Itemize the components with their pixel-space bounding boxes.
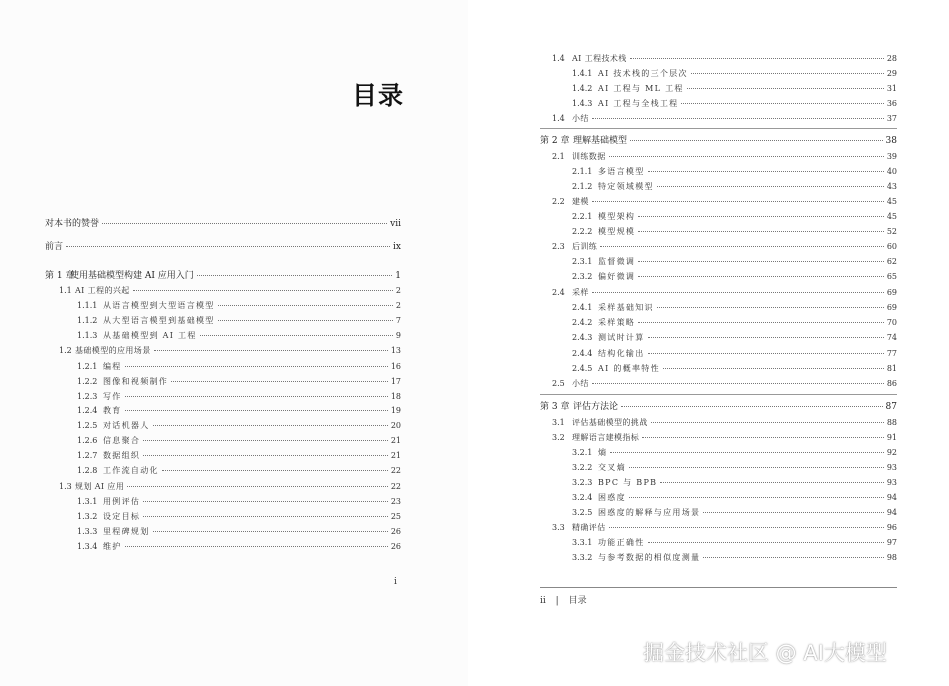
dot-leader xyxy=(648,353,884,354)
toc-entry xyxy=(572,181,897,192)
toc-entry-page: 70 xyxy=(886,318,897,327)
left-page xyxy=(0,0,468,686)
toc-entry-label: 精确评估 xyxy=(572,523,606,532)
toc-entry-label: 小结 xyxy=(572,114,589,123)
toc-entry xyxy=(572,507,897,518)
toc-entry-number: 3.2.3 xyxy=(572,478,593,487)
toc-entry-number: 2.3.1 xyxy=(572,257,593,266)
toc-entry-page: 26 xyxy=(390,542,401,551)
dot-leader xyxy=(660,482,884,483)
toc-entry-number: 2.2.2 xyxy=(572,227,593,236)
toc-entry xyxy=(77,405,401,416)
toc-entry xyxy=(77,511,401,522)
toc-entry xyxy=(572,552,897,563)
toc-entry-label: 规划 AI 应用 xyxy=(75,482,125,491)
dot-leader xyxy=(66,246,390,247)
toc-entry-page: 23 xyxy=(390,497,401,506)
toc-entry-label: 多语言模型 xyxy=(598,167,645,176)
toc-entry xyxy=(45,216,401,229)
toc-entry xyxy=(572,98,897,109)
toc-entry-page: 60 xyxy=(886,242,897,251)
dot-leader xyxy=(638,261,884,262)
dot-leader xyxy=(609,156,884,157)
toc-entry-page: 29 xyxy=(886,69,897,78)
toc-entry-label: 使用基础模型构建 AI 应用入门 xyxy=(70,271,194,281)
toc-entry-number: 1.4.1 xyxy=(572,69,593,78)
toc-entry xyxy=(572,363,897,374)
toc-entry xyxy=(552,522,897,533)
toc-entry-page: 21 xyxy=(390,436,401,445)
toc-entry-label: 与参考数据的相似度测量 xyxy=(598,553,701,562)
toc-entry-page: 97 xyxy=(886,538,897,547)
toc-entry xyxy=(572,211,897,222)
toc-entry-label: 后训练 xyxy=(572,242,598,251)
toc-entry-label: 采样策略 xyxy=(598,318,636,327)
toc-entry-label: 交叉熵 xyxy=(598,463,626,472)
dot-leader xyxy=(651,422,884,423)
toc-entry-number: 1.4.3 xyxy=(572,99,593,108)
toc-entry-label: 理解语言建模指标 xyxy=(572,433,640,442)
dot-leader xyxy=(125,410,388,411)
toc-entry-page: 39 xyxy=(886,152,897,161)
toc-entry-page: 18 xyxy=(390,392,401,401)
dot-leader xyxy=(133,290,393,291)
toc-entry-label: 工作流自动化 xyxy=(103,466,159,475)
toc-entry-label: 从大型语言模型到基础模型 xyxy=(103,316,215,325)
toc-entry-number: 1.2.6 xyxy=(77,436,98,445)
dot-leader xyxy=(154,350,388,351)
toc-entry-page: 62 xyxy=(886,257,897,266)
toc-entry-number: 1.2.1 xyxy=(77,362,98,371)
dot-leader xyxy=(171,381,388,382)
toc-entry-page: 43 xyxy=(886,182,897,191)
toc-entry xyxy=(45,239,401,252)
toc-entry-label: 熵 xyxy=(598,448,608,457)
toc-entry-number: 2.3.2 xyxy=(572,272,593,281)
dot-leader xyxy=(638,231,884,232)
toc-entry xyxy=(77,391,401,402)
toc-entry xyxy=(572,537,897,548)
dot-leader xyxy=(125,396,388,397)
toc-entry-page: 2 xyxy=(395,286,401,295)
toc-entry-page: 45 xyxy=(886,197,897,206)
dot-leader xyxy=(218,320,393,321)
toc-entry-page: 19 xyxy=(390,406,401,415)
toc-entry-label: 偏好微调 xyxy=(598,272,636,281)
dot-leader xyxy=(162,470,388,471)
toc-entry-page: 87 xyxy=(885,402,897,412)
footer-separator: | xyxy=(555,596,559,606)
toc-entry-label: 写作 xyxy=(103,392,122,401)
toc-entry xyxy=(572,492,897,503)
right-page xyxy=(475,0,949,686)
toc-entry-label: 用例评估 xyxy=(103,497,141,506)
toc-entry xyxy=(45,268,401,281)
toc-entry-page: 69 xyxy=(886,288,897,297)
dot-leader xyxy=(592,292,884,293)
toc-entry-number: 1.4.2 xyxy=(572,84,593,93)
toc-entry-page: 2 xyxy=(395,301,401,310)
toc-entry-page: 91 xyxy=(886,433,897,442)
toc-entry-number: 第 1 章 xyxy=(45,271,75,281)
dot-leader xyxy=(125,366,388,367)
toc-entry-label: AI 工程技术栈 xyxy=(572,54,627,63)
toc-entry xyxy=(77,526,401,537)
toc-entry-page: 98 xyxy=(886,553,897,562)
chapter-rule xyxy=(540,394,897,395)
dot-leader xyxy=(143,440,388,441)
toc-entry-page: 93 xyxy=(886,463,897,472)
toc-entry xyxy=(572,166,897,177)
dot-leader xyxy=(703,557,884,558)
dot-leader xyxy=(657,186,884,187)
toc-entry-label: 对话机器人 xyxy=(103,421,150,430)
running-head: 目录 xyxy=(568,596,587,606)
footer-rule xyxy=(540,587,897,588)
dot-leader xyxy=(638,216,884,217)
toc-entry-page: 93 xyxy=(886,478,897,487)
toc-entry-label: 测试时计算 xyxy=(598,333,645,342)
toc-entry xyxy=(572,302,897,313)
toc-entry-number: 1.1.2 xyxy=(77,316,98,325)
toc-entry xyxy=(77,420,401,431)
dot-leader xyxy=(642,437,884,438)
toc-entry xyxy=(552,287,897,298)
toc-entry-number: 1.2.7 xyxy=(77,451,98,460)
toc-entry-page: 92 xyxy=(886,448,897,457)
toc-entry-number: 1.3.4 xyxy=(77,542,98,551)
dot-leader xyxy=(630,140,883,141)
toc-entry xyxy=(552,417,897,428)
toc-entry-number: 2.1 xyxy=(552,152,565,161)
toc-entry-page: 88 xyxy=(886,418,897,427)
toc-entry xyxy=(552,378,897,389)
toc-entry-label: 信息聚合 xyxy=(103,436,141,445)
toc-entry-number: 1.1.1 xyxy=(77,301,98,310)
toc-entry-label: 维护 xyxy=(103,542,122,551)
dot-leader xyxy=(600,246,884,247)
toc-entry xyxy=(59,285,401,296)
toc-entry xyxy=(59,345,401,356)
toc-entry xyxy=(77,361,401,372)
toc-entry xyxy=(572,226,897,237)
dot-leader xyxy=(663,368,884,369)
dot-leader xyxy=(610,452,884,453)
toc-entry-page: 21 xyxy=(390,451,401,460)
toc-entry xyxy=(552,113,897,124)
toc-entry-number: 3.2.1 xyxy=(572,448,593,457)
toc-entry-number: 2.4.1 xyxy=(572,303,593,312)
toc-entry-number: 1.3 xyxy=(59,482,72,491)
toc-entry xyxy=(572,68,897,79)
toc-entry xyxy=(540,133,897,146)
toc-entry-page: 16 xyxy=(390,362,401,371)
toc-entry-page: 37 xyxy=(886,114,897,123)
toc-entry-label: 里程碑规划 xyxy=(103,527,150,536)
dot-leader xyxy=(102,223,387,224)
toc-entry-number: 2.4 xyxy=(552,288,565,297)
toc-entry-label: 采样 xyxy=(572,288,589,297)
toc-entry xyxy=(552,196,897,207)
toc-entry xyxy=(572,462,897,473)
toc-entry-label: 监督微调 xyxy=(598,257,636,266)
toc-entry-label: 评估方法论 xyxy=(573,402,619,412)
toc-entry-number: 3.2.2 xyxy=(572,463,593,472)
toc-entry-number: 第 3 章 xyxy=(540,402,570,412)
toc-entry-label: 编程 xyxy=(103,362,122,371)
toc-entry-page: 36 xyxy=(886,99,897,108)
toc-entry-page: 22 xyxy=(390,466,401,475)
dot-leader xyxy=(621,406,883,407)
toc-entry-number: 2.4.5 xyxy=(572,364,593,373)
toc-entry-number: 2.3 xyxy=(552,242,565,251)
toc-entry-number: 3.3.2 xyxy=(572,553,593,562)
toc-entry-page: 81 xyxy=(886,364,897,373)
toc-entry-page: 13 xyxy=(390,346,401,355)
toc-entry-label: AI 的概率特性 xyxy=(598,364,660,373)
toc-entry-label: 小结 xyxy=(572,379,589,388)
toc-entry-label: AI 工程与 ML 工程 xyxy=(598,84,684,93)
toc-entry-number: 1.2 xyxy=(59,346,72,355)
toc-entry-label: AI 工程与全栈工程 xyxy=(598,99,679,108)
dot-leader xyxy=(592,383,884,384)
toc-entry-number: 1.3.1 xyxy=(77,497,98,506)
toc-entry xyxy=(77,541,401,552)
toc-entry xyxy=(572,447,897,458)
toc-entry-page: 40 xyxy=(886,167,897,176)
toc-entry-page: 17 xyxy=(390,377,401,386)
dot-leader xyxy=(630,58,884,59)
toc-title: 目录 xyxy=(352,81,405,110)
toc-entry-page: ix xyxy=(393,242,401,252)
dot-leader xyxy=(691,73,884,74)
toc-entry xyxy=(77,465,401,476)
toc-entry-number: 2.1.1 xyxy=(572,167,593,176)
toc-entry-label: 前言 xyxy=(45,242,64,252)
toc-entry-label: 建模 xyxy=(572,197,589,206)
toc-entry-label: AI 工程的兴起 xyxy=(75,286,130,295)
toc-entry-number: 1.4 xyxy=(552,54,565,63)
toc-entry-label: 从基础模型到 AI 工程 xyxy=(103,331,197,340)
toc-entry-number: 1.2.8 xyxy=(77,466,98,475)
toc-entry-page: 20 xyxy=(390,421,401,430)
toc-entry-number: 2.2 xyxy=(552,197,565,206)
toc-entry xyxy=(572,332,897,343)
toc-entry-number: 2.1.2 xyxy=(572,182,593,191)
toc-entry-page: 94 xyxy=(886,508,897,517)
toc-entry-number: 3.1 xyxy=(552,418,565,427)
toc-entry-number: 2.4.4 xyxy=(572,349,593,358)
dot-leader xyxy=(648,337,884,338)
dot-leader xyxy=(703,512,884,513)
toc-entry xyxy=(59,481,401,492)
toc-entry-label: 教育 xyxy=(103,406,122,415)
toc-entry xyxy=(77,496,401,507)
dot-leader xyxy=(592,118,884,119)
dot-leader xyxy=(681,103,883,104)
chapter-rule xyxy=(540,128,897,129)
toc-entry xyxy=(77,450,401,461)
dot-leader xyxy=(629,467,884,468)
toc-entry-page: 94 xyxy=(886,493,897,502)
toc-entry-label: 训练数据 xyxy=(572,152,606,161)
toc-entry xyxy=(572,256,897,267)
toc-entry-label: AI 技术栈的三个层次 xyxy=(598,69,688,78)
dot-leader xyxy=(143,501,388,502)
toc-entry xyxy=(552,151,897,162)
toc-entry-number: 3.2.4 xyxy=(572,493,593,502)
toc-entry-label: 功能正确性 xyxy=(598,538,645,547)
dot-leader xyxy=(609,527,884,528)
dot-leader xyxy=(687,88,884,89)
toc-entry-page: 45 xyxy=(886,212,897,221)
toc-entry-page: 22 xyxy=(390,482,401,491)
toc-entry-page: 1 xyxy=(395,271,401,281)
toc-entry-number: 3.2.5 xyxy=(572,508,593,517)
toc-entry-label: 基础模型的应用场景 xyxy=(75,346,151,355)
toc-entry-number: 1.2.5 xyxy=(77,421,98,430)
toc-entry xyxy=(540,399,897,412)
toc-entry-number: 3.2 xyxy=(552,433,565,442)
toc-entry-label: 数据组织 xyxy=(103,451,141,460)
toc-entry-label: 模型规模 xyxy=(598,227,636,236)
toc-entry-number: 2.4.3 xyxy=(572,333,593,342)
toc-entry xyxy=(572,317,897,328)
toc-entry-number: 1.1.3 xyxy=(77,331,98,340)
dot-leader xyxy=(153,425,388,426)
page-number-right: ii xyxy=(540,596,546,606)
toc-entry-number: 1.4 xyxy=(552,114,565,123)
toc-entry-number: 3.3.1 xyxy=(572,538,593,547)
dot-leader xyxy=(218,305,393,306)
toc-entry-label: 对本书的赞誉 xyxy=(45,219,100,229)
dot-leader xyxy=(638,276,884,277)
toc-entry-number: 2.4.2 xyxy=(572,318,593,327)
toc-entry-label: 困惑度 xyxy=(598,493,626,502)
toc-entry xyxy=(77,315,401,326)
page-number-left: i xyxy=(394,577,397,587)
toc-entry xyxy=(572,83,897,94)
toc-entry-page: 7 xyxy=(395,316,401,325)
toc-entry-page: 38 xyxy=(885,136,897,146)
dot-leader xyxy=(629,497,884,498)
toc-entry-number: 1.2.2 xyxy=(77,377,98,386)
toc-entry xyxy=(77,330,401,341)
toc-entry-page: vii xyxy=(390,219,401,229)
toc-entry-label: 模型架构 xyxy=(598,212,636,221)
toc-entry-label: 评估基础模型的挑战 xyxy=(572,418,648,427)
toc-entry-page: 26 xyxy=(390,527,401,536)
toc-entry xyxy=(552,53,897,64)
toc-entry-page: 77 xyxy=(886,349,897,358)
watermark: 掘金技术社区 @ AI大模型 xyxy=(643,641,887,665)
toc-entry-label: BPC 与 BPB xyxy=(598,478,658,487)
toc-entry-page: 74 xyxy=(886,333,897,342)
dot-leader xyxy=(127,486,388,487)
dot-leader xyxy=(638,322,884,323)
toc-entry-number: 2.5 xyxy=(552,379,565,388)
toc-entry-page: 69 xyxy=(886,303,897,312)
toc-entry-page: 52 xyxy=(886,227,897,236)
toc-entry-number: 2.2.1 xyxy=(572,212,593,221)
toc-entry xyxy=(572,348,897,359)
toc-entry-page: 9 xyxy=(395,331,401,340)
toc-entry xyxy=(77,300,401,311)
toc-entry-label: 特定领域模型 xyxy=(598,182,654,191)
toc-entry xyxy=(77,435,401,446)
toc-entry-number: 1.2.4 xyxy=(77,406,98,415)
toc-entry-label: 结构化输出 xyxy=(598,349,645,358)
toc-entry xyxy=(572,271,897,282)
toc-entry-number: 3.3 xyxy=(552,523,565,532)
dot-leader xyxy=(125,546,388,547)
dot-leader xyxy=(648,542,884,543)
toc-entry-page: 31 xyxy=(886,84,897,93)
toc-entry-page: 86 xyxy=(886,379,897,388)
dot-leader xyxy=(200,335,393,336)
toc-entry-page: 28 xyxy=(886,54,897,63)
toc-entry-label: 理解基础模型 xyxy=(573,136,628,146)
toc-entry-label: 图像和视频制作 xyxy=(103,377,169,386)
toc-entry-page: 65 xyxy=(886,272,897,281)
toc-entry-label: 从语言模型到大型语言模型 xyxy=(103,301,215,310)
dot-leader xyxy=(648,171,884,172)
toc-entry-label: 设定目标 xyxy=(103,512,141,521)
toc-entry-number: 1.1 xyxy=(59,286,72,295)
toc-entry-label: 困惑度的解释与应用场景 xyxy=(598,508,701,517)
toc-entry-number: 1.3.3 xyxy=(77,527,98,536)
toc-entry-label: 采样基础知识 xyxy=(598,303,654,312)
right-footer xyxy=(540,593,587,606)
toc-entry xyxy=(572,477,897,488)
dot-leader xyxy=(153,531,388,532)
toc-entry xyxy=(552,432,897,443)
dot-leader xyxy=(143,455,388,456)
toc-entry-number: 第 2 章 xyxy=(540,136,570,146)
toc-entry xyxy=(552,241,897,252)
toc-entry-number: 1.2.3 xyxy=(77,392,98,401)
dot-leader xyxy=(143,516,388,517)
toc-entry xyxy=(77,376,401,387)
toc-entry-page: 25 xyxy=(390,512,401,521)
toc-entry-number: 1.3.2 xyxy=(77,512,98,521)
toc-entry-page: 96 xyxy=(886,523,897,532)
dot-leader xyxy=(657,307,884,308)
dot-leader xyxy=(197,275,392,276)
dot-leader xyxy=(592,201,884,202)
